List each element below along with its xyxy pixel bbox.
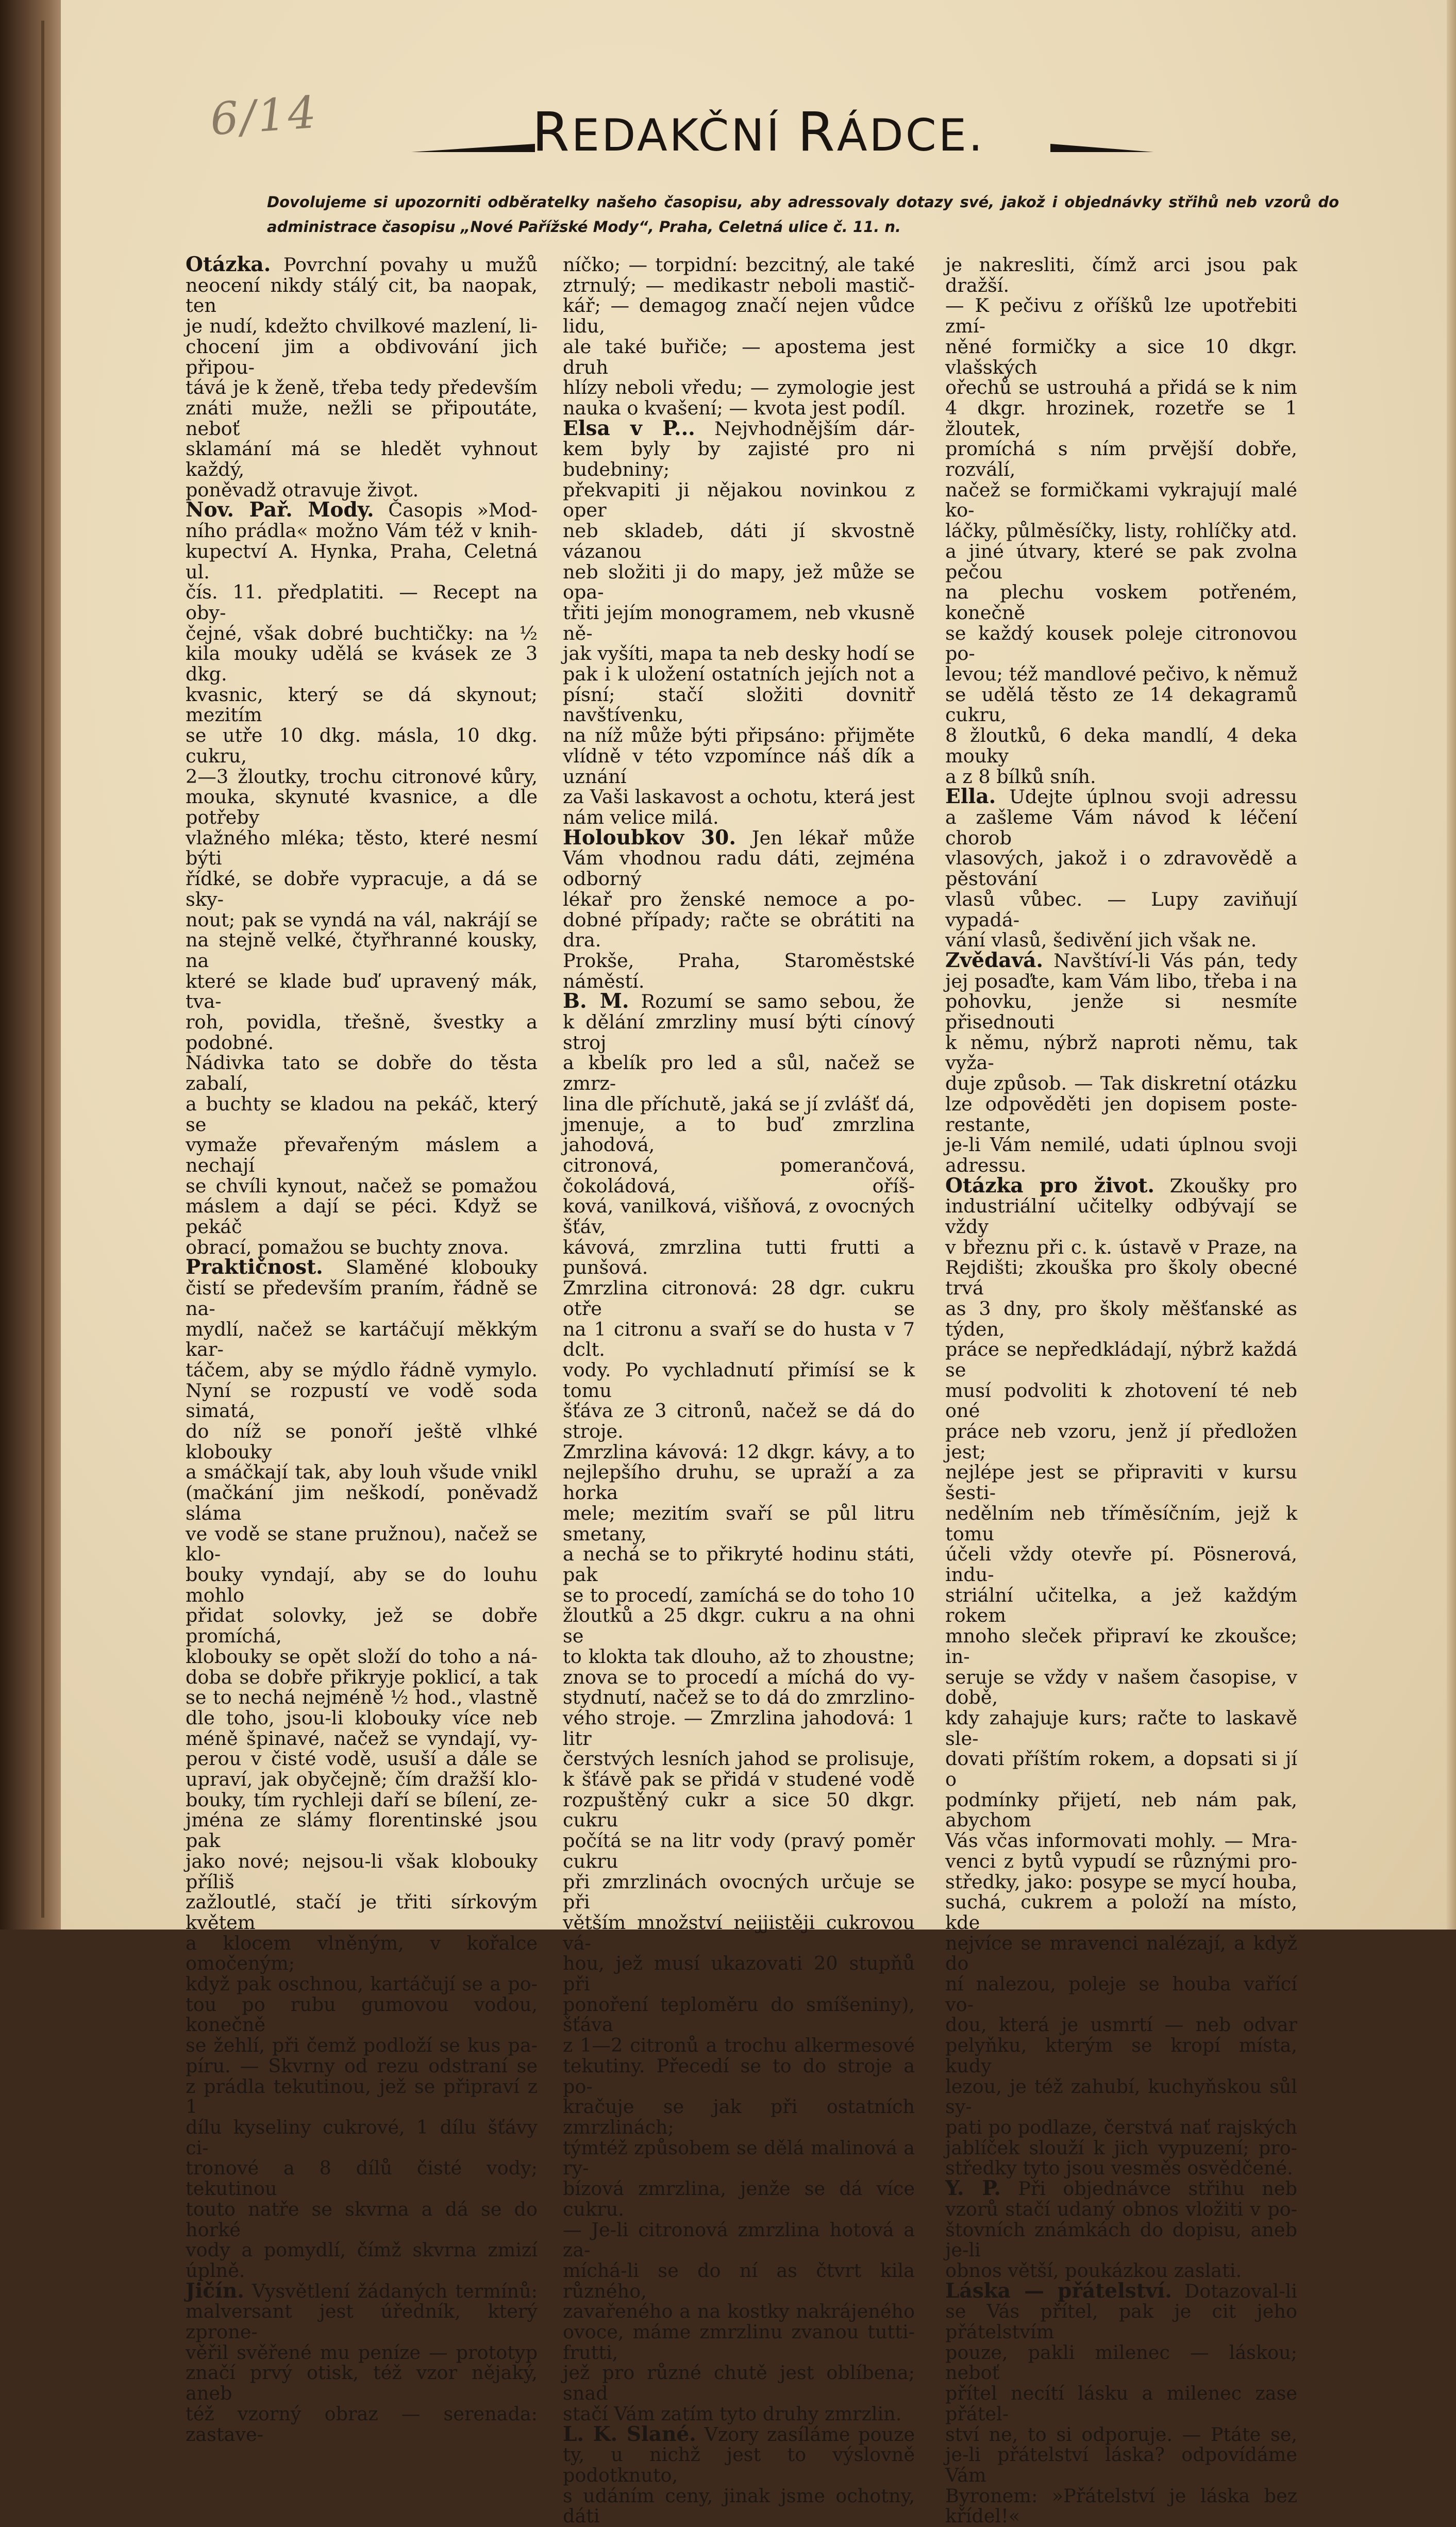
text-line: řídké, se dobře vypracuje, a dá se sky- xyxy=(186,868,538,910)
text-line: a z 8 bílků sníh. xyxy=(945,765,1096,788)
text-line: Praktičnost. Slaměné klobouky xyxy=(186,1255,538,1279)
text-line: čís. 11. předplatiti. — Recept na oby- xyxy=(186,581,538,624)
text-line: mnoho sleček připraví ke zkoušce; in- xyxy=(945,1625,1297,1668)
text-line: se žehlí, při čemž podloží se kus pa- xyxy=(186,2034,538,2057)
text-line: klobouky se opět složí do toho a ná- xyxy=(186,1645,538,1668)
text-line: seruje se vždy v našem časopise, v době, xyxy=(945,1666,1297,1709)
text-line: stydnutí, načež se to dá do zmrzlino- xyxy=(563,1686,915,1709)
text-line: a buchty se kladou na pekáč, který se xyxy=(186,1092,538,1136)
text-line: obrací, pomažou se buchty znova. xyxy=(186,1236,509,1258)
text-line: na stejně velké, čtyřhranné kousky, na xyxy=(186,929,538,972)
text-line: hlízy neboli vředu; — zymologie jest xyxy=(563,376,915,399)
text-line: práce se nepředkládají, nýbrž každá se xyxy=(945,1338,1297,1381)
text-line: lze odpověděti jen dopisem poste-restante, xyxy=(945,1092,1297,1136)
text-line: pouze, pakli milenec — láskou; neboť xyxy=(945,2341,1297,2384)
text-line: žloutků a 25 dkgr. cukru a na ohni se xyxy=(563,1604,915,1648)
text-line: jména ze slámy florentinské jsou pak xyxy=(186,1809,538,1852)
text-line: kávová, zmrzlina tutti frutti a punšová. xyxy=(563,1236,915,1279)
text-line: Zvědavá. Navštíví-li Vás pán, tedy xyxy=(945,948,1297,972)
text-line: dou, která je usmrtí — neb odvar xyxy=(945,2014,1297,2036)
text-line: pelyňku, kterým se kropí místa, kudy xyxy=(945,2034,1297,2077)
text-line: též vzorný obraz — serenada: zastave- xyxy=(186,2402,538,2446)
text-line: kila mouky udělá se kvásek ze 3 dkg. xyxy=(186,642,538,686)
text-line: vlažného mléka; těsto, které nesmí býti xyxy=(186,826,538,870)
text-line: šťáva ze 3 citronů, načež se dá do stroje. xyxy=(563,1400,915,1443)
text-line: Ella. Udejte úplnou svoji adressu xyxy=(945,785,1297,809)
text-line: Zmrzlina citronová: 28 dgr. cukru otře se xyxy=(563,1277,915,1320)
text-line: míchá-li se do ní as čtvrt kila různého, xyxy=(563,2259,915,2302)
text-line: se chvíli kynout, načež se pomažou xyxy=(186,1174,538,1197)
text-line: B. M. Rozumí se samo sebou, že xyxy=(563,989,915,1013)
page-edge xyxy=(1447,0,1456,1930)
text-line: neb složiti ji do mapy, jež může se opa- xyxy=(563,560,915,604)
text-line: větším množství nejjistěji cukrovou vá- xyxy=(563,1911,915,1954)
text-line: Elsa v P... Nejvhodnějším dár- xyxy=(563,416,915,440)
text-line: vlasů vůbec. — Lupy zaviňují vypadá- xyxy=(945,888,1297,931)
text-line: k šťávě pak se přidá v studené vodě xyxy=(563,1768,915,1791)
text-line: na plechu voskem potřeném, konečně xyxy=(945,581,1297,624)
text-line: venci z bytů vypudí se různými pro- xyxy=(945,1850,1297,1872)
text-line: vody. Po vychladnutí přimísí se k tomu xyxy=(563,1358,915,1402)
text-line: je nudí, kdežto chvilkové mazlení, li- xyxy=(186,315,538,338)
text-line: stačí Vám zatím tyto druhy zmrzlin. xyxy=(563,2402,902,2425)
text-line: 8 žloutků, 6 deka mandlí, 4 deka mouky xyxy=(945,724,1297,767)
text-line: se utře 10 dkg. másla, 10 dkg. cukru, xyxy=(186,724,538,767)
text-line: překvapiti ji nějakou novinkou z oper xyxy=(563,478,915,522)
text-line: roh, povidla, třešně, švestky a podobné. xyxy=(186,1011,538,1054)
text-line: — Je-li citronová zmrzlina hotová a za- xyxy=(563,2218,915,2262)
book-spine xyxy=(0,0,61,1930)
text-line: načež se formičkami vykrajují malé ko- xyxy=(945,478,1297,522)
text-line: Holoubkov 30. Jen lékař může xyxy=(563,825,915,850)
text-line: v březnu při c. k. ústavě v Praze, na xyxy=(945,1236,1297,1258)
text-line: účeli vždy otevře pí. Pösnerová, indu- xyxy=(945,1543,1297,1586)
text-line: neocení nikdy stálý cit, ba naopak, ten xyxy=(186,274,538,317)
text-line: obnos větší, poukázkou zaslati. xyxy=(945,2259,1242,2282)
text-line: k němu, nýbrž naproti němu, tak vyža- xyxy=(945,1031,1297,1074)
text-line: ve vodě se stane pružnou), načež se klo- xyxy=(186,1522,538,1566)
text-line: se udělá těsto ze 14 dekagramů cukru, xyxy=(945,683,1297,726)
text-line: čejné, však dobré buchtičky: na ½ xyxy=(186,622,538,644)
text-line: věřil svěřené mu peníze — prototyp xyxy=(186,2341,538,2364)
text-line: značí prvý otisk, též vzor nějaký, aneb xyxy=(186,2362,538,2405)
text-line: a smáčkají tak, aby louh všude vnikl xyxy=(186,1461,538,1484)
text-line: hou, jež musí ukazovati 20 stupňů při xyxy=(563,1952,915,1996)
text-line: jablíček slouží k jich vypuzení; pro- xyxy=(945,2136,1297,2159)
text-line: nejlepšího druhu, se upraží a za horka xyxy=(563,1461,915,1504)
text-line: nám velice milá. xyxy=(563,806,719,828)
text-line: vlasových, jakož i o zdravovědě a pěstování xyxy=(945,847,1297,890)
text-line: se Vás přítel, pak je cit jeho přátelstvím xyxy=(945,2300,1297,2343)
text-line: (mačkání jim neškodí, poněvadž sláma xyxy=(186,1482,538,1524)
text-line: jmenuje, a to buď zmrzlina jahodová, xyxy=(563,1113,915,1156)
text-line: Y. P. Při objednávce střihu neb xyxy=(945,2176,1297,2201)
text-line: dle toho, jsou-li klobouky více neb xyxy=(186,1706,538,1729)
text-line: ková, vanilková, višňová, z ovocných šťáv, xyxy=(563,1195,915,1238)
text-line: a kbelík pro led a sůl, načež se zmrz- xyxy=(563,1052,915,1095)
text-line: ponoření teploměru do smíšeniny), šťáva xyxy=(563,1993,915,2036)
text-line: Byronem: »Přátelství je láska bez křídel!« xyxy=(945,2484,1297,2527)
text-line: máslem a dají se péci. Když se pekáč xyxy=(186,1195,538,1238)
text-line: ztrnulý; — medikastr neboli mastič- xyxy=(563,274,915,296)
text-line: ty, u nichž jest to výslovně podotknuto, xyxy=(563,2443,915,2486)
text-line: zažloutlé, stačí je třiti sírkovým květem xyxy=(186,1891,538,1934)
text-line: vání vlasů, šedivění jich však ne. xyxy=(945,929,1257,952)
text-line: kdy zahajuje kurs; račte to laskavě sle- xyxy=(945,1706,1297,1750)
text-line: sklamání má se hledět vyhnout každý, xyxy=(186,438,538,481)
text-column-2 xyxy=(563,255,915,2526)
text-line: vody a pomydlí, čímž skvrna zmizí xyxy=(186,2239,538,2262)
text-line: je-li přátelství láska? odpovídáme Vám xyxy=(945,2443,1297,2486)
text-line: pak i k uložení ostatních jejích not a xyxy=(563,663,915,686)
text-line: s udáním ceny, jinak jsme ochotny, dáti xyxy=(563,2484,915,2527)
text-line: musí podvoliti k zhotovení té neb oné xyxy=(945,1379,1297,1422)
text-line: bízová zmrzlina, jenže se dá více cukru. xyxy=(563,2177,915,2220)
text-line: citronová, pomerančová, čokoládová, oříš- xyxy=(563,1154,915,1197)
text-line: přidat solovky, jež se dobře promíchá, xyxy=(186,1604,538,1648)
text-line: jako nové; nejsou-li však klobouky příliš xyxy=(186,1850,538,1893)
text-line: vého stroje. — Zmrzlina jahodová: 1 litr xyxy=(563,1706,915,1750)
text-line: z 1—2 citronů a trochu alkermesové xyxy=(563,2034,915,2057)
text-line: ale také buřiče; — apostema jest druh xyxy=(563,335,915,378)
text-line: při zmrzlinách ovocných určuje se při xyxy=(563,1870,915,1914)
text-line: poněvadž otravuje život. xyxy=(186,478,419,501)
text-line: jež pro různé chutě jest oblíbena; snad xyxy=(563,2362,915,2405)
text-line: se to nechá nejméně ½ hod., vlastně xyxy=(186,1686,538,1709)
text-line: doba se dobře přikryje poklicí, a tak xyxy=(186,1666,538,1688)
text-line: a jiné útvary, které se pak zvolna pečou xyxy=(945,540,1297,583)
text-line: třiti jejím monogramem, neb vkusně ně- xyxy=(563,601,915,644)
text-line: neb skladeb, dáti jí skvostně vázanou xyxy=(563,520,915,562)
text-line: dobné případy; račte se obrátiti na dra. xyxy=(563,908,915,952)
text-line: počítá se na litr vody (pravý poměr cukru xyxy=(563,1830,915,1872)
text-line: Vás včas informovati mohly. — Mra- xyxy=(945,1830,1297,1852)
text-column-1 xyxy=(186,255,538,2445)
text-line: pati po podlaze, čerstvá nať rajských xyxy=(945,2116,1297,2138)
text-line: dílu kyseliny cukrové, 1 dílu šťávy ci- xyxy=(186,2116,538,2159)
text-line: na 1 citronu a svaří se do husta v 7 dclt. xyxy=(563,1318,915,1361)
text-line: 2—3 žloutky, trochu citronové kůry, xyxy=(186,765,538,788)
text-line: rozpuštěný cukr a sice 50 dkgr. cukru xyxy=(563,1788,915,1832)
text-line: Zmrzlina kávová: 12 dkgr. kávy, a to xyxy=(563,1440,915,1463)
text-line: Jičín. Vysvětlení žádaných termínů: xyxy=(186,2279,538,2303)
text-line: mydlí, načež se kartáčují měkkým kar- xyxy=(186,1318,538,1361)
text-line: duje způsob. — Tak diskretní otázku xyxy=(945,1072,1297,1095)
text-line: vzorů stačí udaný obnos vložiti v po- xyxy=(945,2198,1297,2220)
text-line: — K pečivu z oříšků lze upotřebiti zmí- xyxy=(945,294,1297,338)
text-line: nejvíce se mravenci nalézají, a když do xyxy=(945,1932,1297,1975)
text-line: nauka o kvašení; — kvota jest podíl. xyxy=(563,396,906,419)
text-line: kář; — demagog značí nejen vůdce lidu, xyxy=(563,294,915,338)
text-line: Nyní se rozpustí ve vodě soda simatá, xyxy=(186,1379,538,1422)
text-line: Nov. Pař. Mody. Časopis »Mod- xyxy=(186,498,538,522)
text-line: něné formičky a sice 10 dkgr. vlašských xyxy=(945,335,1297,378)
text-line: se to procedí, zamíchá se do toho 10 xyxy=(563,1584,915,1606)
text-line: středky, jako: posype se mycí houba, xyxy=(945,1870,1297,1893)
text-line: malversant jest úředník, který zprone- xyxy=(186,2300,538,2343)
pencil-margin-note: 6/14 xyxy=(208,86,320,146)
text-line: vlídně v této vzpomínce náš dík a uznání xyxy=(563,744,915,788)
text-line: podmínky přijetí, neb nám pak, abychom xyxy=(945,1788,1297,1832)
text-line: tronové a 8 dílů čisté vody; tekutinou xyxy=(186,2157,538,2200)
text-line: mouka, skynuté kvasnice, a dle potřeby xyxy=(186,786,538,828)
text-line: nejlépe jest se připraviti v kursu šesti- xyxy=(945,1461,1297,1504)
text-line: kvasnic, který se dá skynout; mezitím xyxy=(186,683,538,726)
text-line: přítel necítí lásku a milenec zase přátel- xyxy=(945,2382,1297,2425)
text-line: bouky vyndají, aby se do louhu mohlo xyxy=(186,1564,538,1606)
text-line: Láska — přátelství. Dotazoval-li xyxy=(945,2279,1297,2303)
text-line: z prádla tekutinou, jež se připraví z 1 xyxy=(186,2075,538,2118)
text-line: znáti muže, nežli se připoutáte, neboť xyxy=(186,396,538,440)
text-line: touto natře se skvrna a dá se do horké xyxy=(186,2198,538,2241)
text-line: ní nalezou, poleje se houba vařící vo- xyxy=(945,1973,1297,2016)
text-line: láčky, půlměsíčky, listy, rohlíčky atd. xyxy=(945,520,1297,542)
text-line: lékař pro ženské nemoce a po- xyxy=(563,888,915,910)
text-line: ství ne, to si odporuje. — Ptáte se, xyxy=(945,2423,1297,2446)
text-line: jak vyšíti, mapa ta neb desky hodí se xyxy=(563,642,915,665)
text-line: L. K. Slané. Vzory zasíláme pouze xyxy=(563,2422,915,2446)
text-line: 4 dkgr. hrozinek, rozetře se 1 žloutek, xyxy=(945,396,1297,440)
text-line: ního prádla« možno Vám též v knih- xyxy=(186,520,538,542)
text-line: které se klade buď upravený mák, tva- xyxy=(186,970,538,1013)
text-line: štovních známkách do dopisu, aneb je-li xyxy=(945,2218,1297,2262)
page-title: REDAKČNÍ RÁDCE. xyxy=(532,101,985,163)
text-line: Vám vhodnou radu dáti, zejména odborný xyxy=(563,847,915,890)
text-line: Prokše, Praha, Staroměstské náměstí. xyxy=(563,949,915,992)
text-column-3 xyxy=(945,255,1297,2526)
text-line: je-li Vám nemilé, udati úplnou svoji xyxy=(945,1134,1297,1156)
text-line: levou; též mandlové pečivo, k němuž xyxy=(945,663,1297,686)
text-line: promíchá s ním prvější dobře, rozválí, xyxy=(945,438,1297,481)
text-line: a nechá se to přikryté hodinu státi, pak xyxy=(563,1543,915,1586)
text-line: a zašleme Vám návod k léčení chorob xyxy=(945,806,1297,849)
text-line: k dělání zmrzliny musí býti cínový stroj xyxy=(563,1011,915,1054)
text-line: čerstvých lesních jahod se prolisuje, xyxy=(563,1748,915,1770)
text-line: ovoce, máme zmrzlinu zvanou tutti-frutti, xyxy=(563,2321,915,2364)
text-line: za Vaši laskavost a ochotu, která jest xyxy=(563,786,915,808)
text-line: perou v čisté vodě, usuší a dále se xyxy=(186,1748,538,1770)
text-line: tekutiny. Přecedí se to do stroje a po- xyxy=(563,2054,915,2098)
text-line: práce neb vzoru, jenž jí předložen jest; xyxy=(945,1420,1297,1463)
text-line: dovati příštím rokem, a dopsati si jí o xyxy=(945,1748,1297,1791)
text-line: as 3 dny, pro školy měšťanské as týden, xyxy=(945,1297,1297,1340)
text-line: a klocem vlněným, v kořalce omočeným; xyxy=(186,1932,538,1975)
text-line: níčko; — torpidní: bezcitný, ale také xyxy=(563,254,915,276)
text-line: zavařeného a na kostky nakrájeného xyxy=(563,2300,915,2323)
magazine-page xyxy=(61,0,1456,2527)
text-line: suchá, cukrem a položí na místo, kde xyxy=(945,1891,1297,1934)
text-line: kračuje se jak při ostatních zmrzlinách; xyxy=(563,2096,915,2138)
text-line: to klokta tak dlouho, až to zhoustne; xyxy=(563,1645,915,1668)
text-line: jej posaďte, kam Vám libo, třeba i na xyxy=(945,970,1297,992)
text-line: Rejdišti; zkouška pro školy obecné trvá xyxy=(945,1256,1297,1300)
text-line: lezou, je též zahubí, kuchyňskou sůl sy- xyxy=(945,2075,1297,2118)
text-line: tou po rubu gumovou vodou, konečně xyxy=(186,1993,538,2036)
text-line: úplně. xyxy=(186,2259,245,2282)
text-line: Nádivka tato se dobře do těsta zabalí, xyxy=(186,1052,538,1095)
text-line: kem byly by zajisté pro ni budebniny; xyxy=(563,438,915,481)
text-line: středky tyto jsou vesměs osvědčené. xyxy=(945,2157,1293,2180)
text-line: adressu. xyxy=(945,1154,1027,1176)
text-line: chocení jim a obdivování jich připou- xyxy=(186,335,538,378)
text-line: do níž se ponoří ještě vlhké klobouky xyxy=(186,1420,538,1463)
text-line: Otázka pro život. Zkoušky pro xyxy=(945,1173,1297,1198)
text-line: nedělním neb tříměsíčním, jejž k tomu xyxy=(945,1502,1297,1545)
text-line: industriální učitelky odbývají se vždy xyxy=(945,1195,1297,1238)
text-line: táčem, aby se mýdlo řádně vymylo. xyxy=(186,1358,538,1381)
editorial-notice: Dovolujeme si upozorniti odběratelky našeho časopisu, aby adressovaly dotazy své, jakož i objednávky střihů neb vzorů do administrace časopisu „Nové Pařížské Mody“, Praha, Celetná ulice č. 11. n. xyxy=(267,193,1339,236)
text-line: týmtéž způsobem se dělá malinová a ry- xyxy=(563,2136,915,2180)
text-line: když pak oschnou, kartáčují se a po- xyxy=(186,1973,538,1996)
text-line: Otázka. Povrchní povahy u mužů xyxy=(186,253,538,276)
text-line: bouky, tím rychleji daří se bílení, ze- xyxy=(186,1788,538,1811)
text-line: nout; pak se vyndá na vál, nakrájí se xyxy=(186,908,538,931)
text-line: pohovku, jenže si nesmíte přisednouti xyxy=(945,990,1297,1034)
text-line: znova se to procedí a míchá do vy- xyxy=(563,1666,915,1688)
text-line: ořechů se ustrouhá a přidá se k nim xyxy=(945,376,1297,399)
spine-shadow-line xyxy=(41,21,44,1918)
text-line: mele; mezitím svaří se půl litru smetany, xyxy=(563,1502,915,1545)
text-line: písní; stačí složiti dovnitř navštívenku, xyxy=(563,683,915,726)
text-line: na níž může býti připsáno: přijměte xyxy=(563,724,915,747)
text-line: je nakresliti, čímž arci jsou pak dražší. xyxy=(945,254,1297,296)
text-line: upraví, jak obyčejně; čím dražší klo- xyxy=(186,1768,538,1791)
text-line: kupectví A. Hynka, Praha, Celetná ul. xyxy=(186,540,538,583)
text-line: se každý kousek poleje citronovou po- xyxy=(945,622,1297,665)
text-line: píru. — Skvrny od rezu odstraní se xyxy=(186,2054,538,2077)
text-line: čistí se především praním, řádně se na- xyxy=(186,1277,538,1320)
text-line: tává je k ženě, třeba tedy především xyxy=(186,376,538,399)
text-line: vymaže převařeným máslem a nechají xyxy=(186,1134,538,1176)
text-line: méně špinavé, načež se vyndají, vy- xyxy=(186,1727,538,1750)
text-line: striální učitelka, a jež každým rokem xyxy=(945,1584,1297,1627)
text-line: lina dle příchutě, jaká se jí zvlášť dá, xyxy=(563,1092,915,1115)
section-header xyxy=(61,101,1456,162)
